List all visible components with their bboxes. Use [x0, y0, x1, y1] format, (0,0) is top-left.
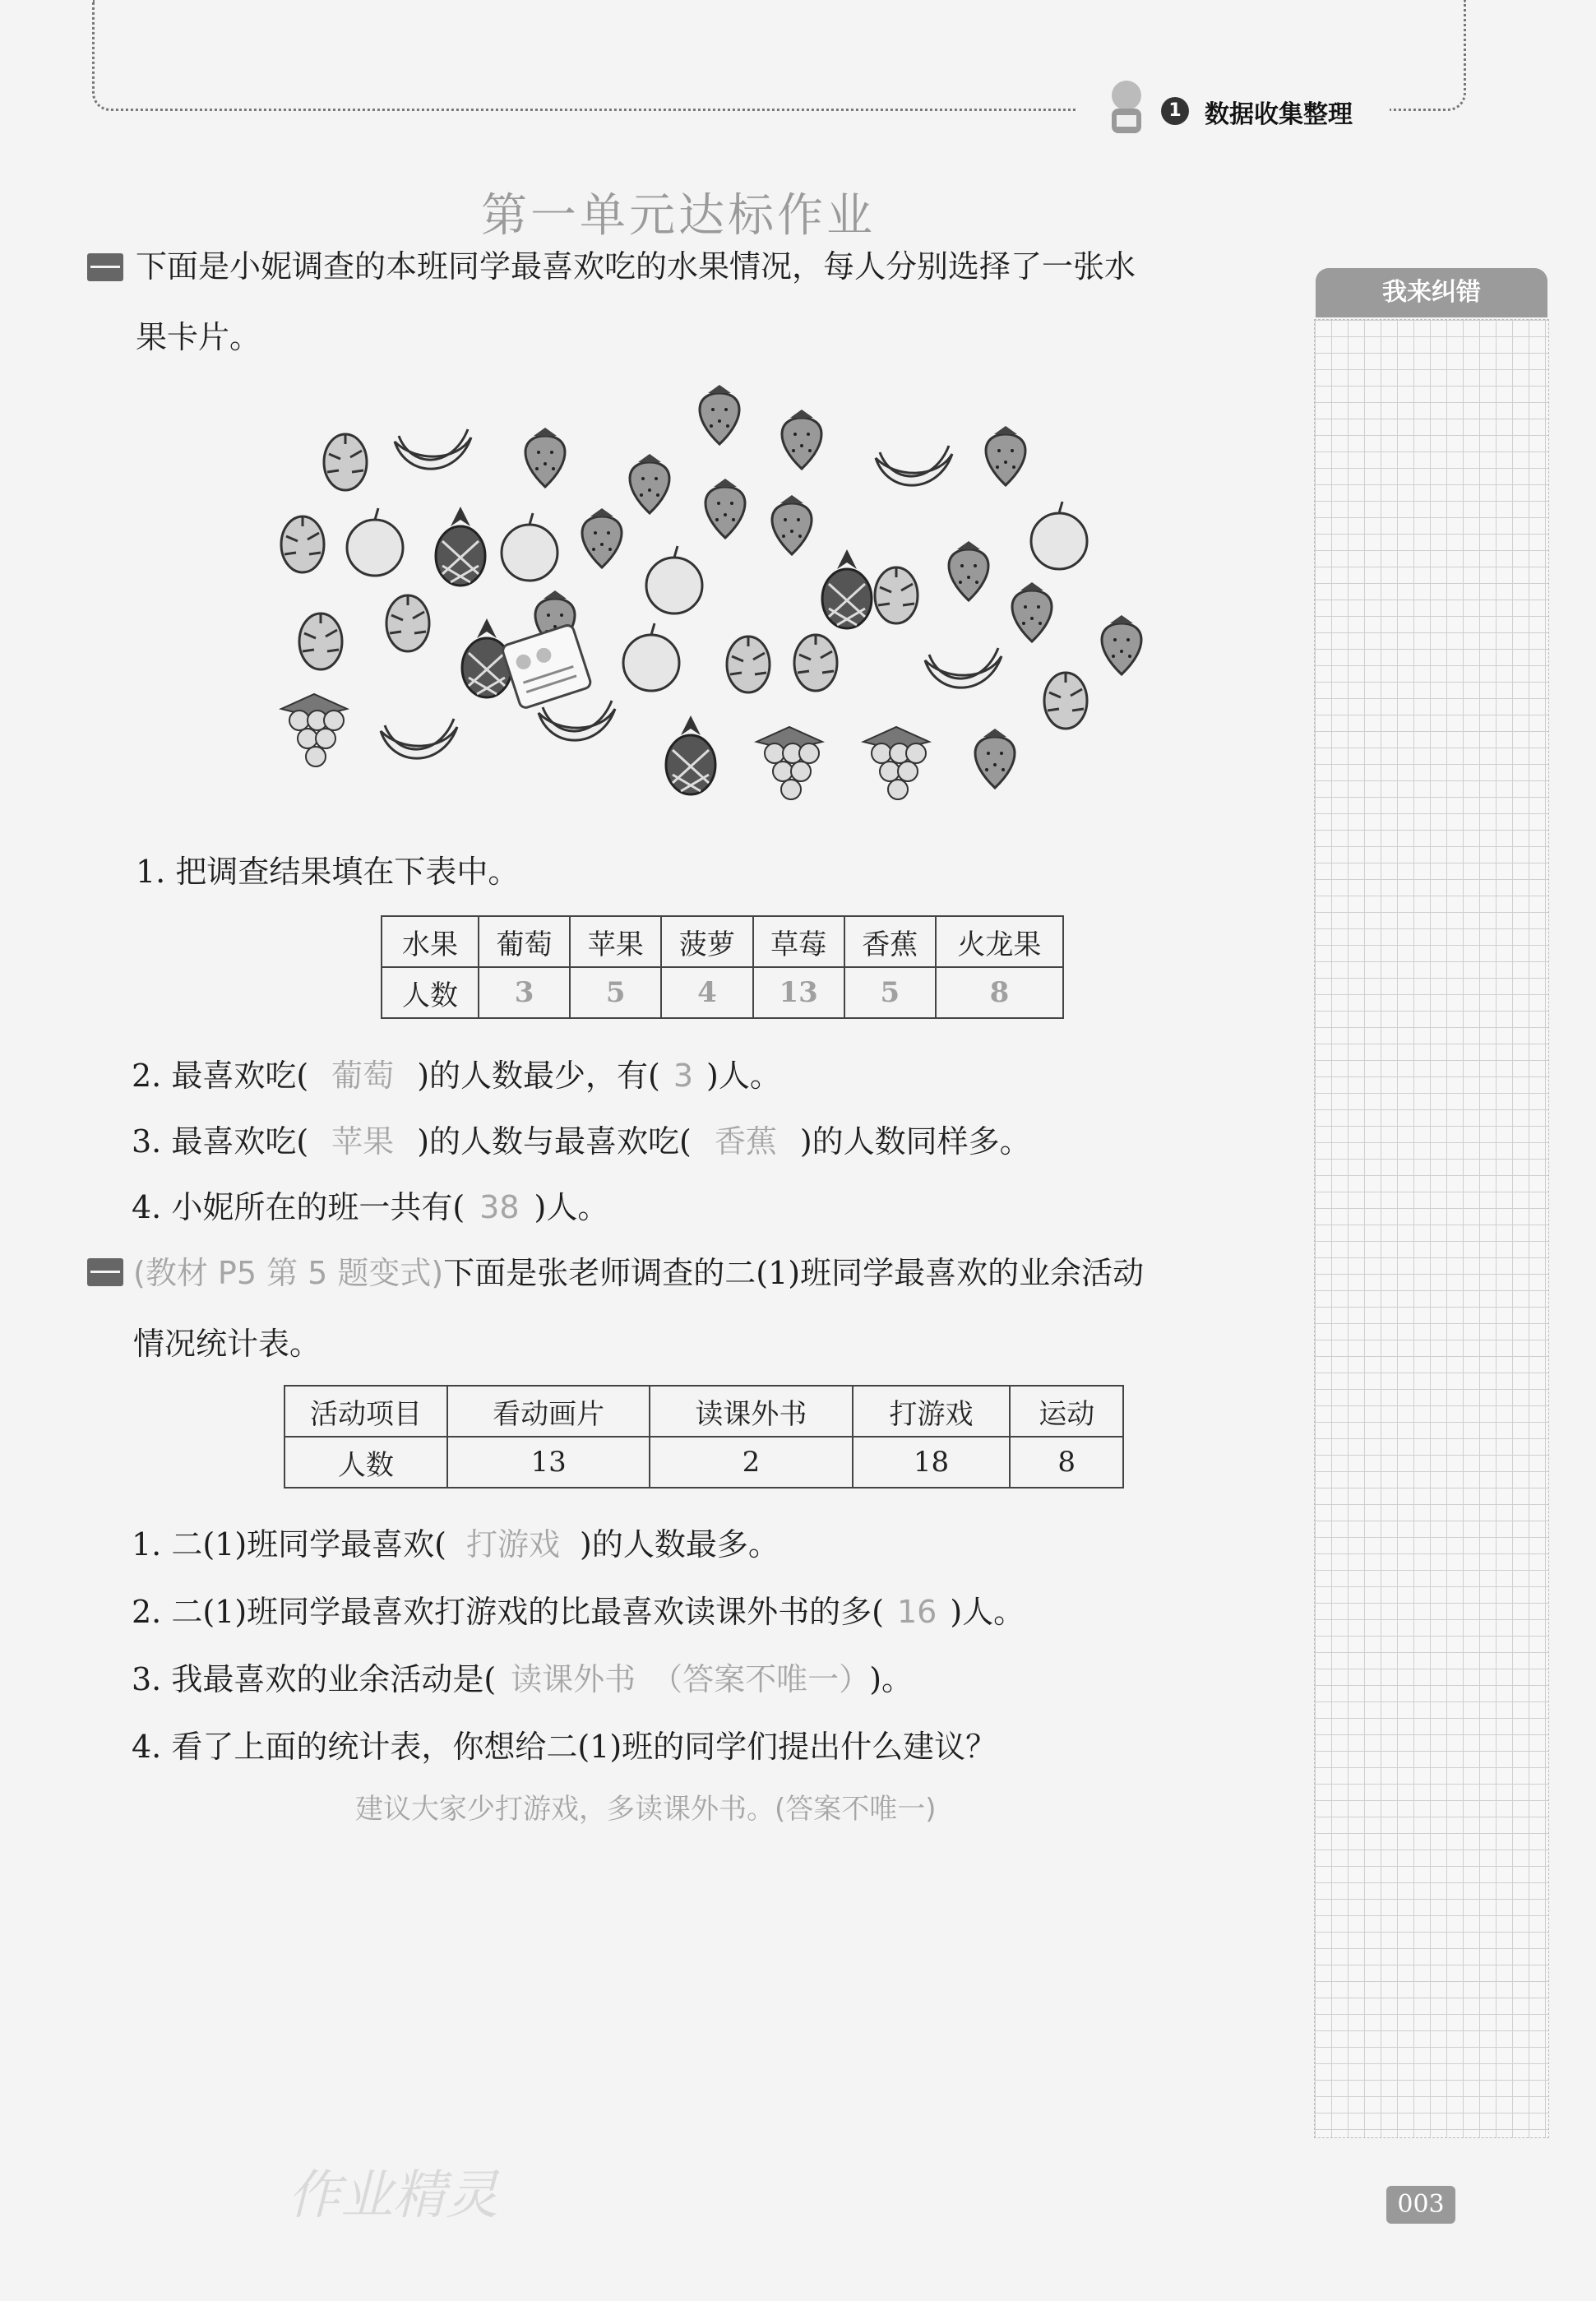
section1-intro-line1: 下面是小妮调查的本班同学最喜欢吃的水果情况，每人分别选择了一张水 — [136, 248, 1136, 285]
section2-q4: 4. 看了上面的统计表，你想给二(1)班的同学们提出什么建议？ — [132, 1729, 997, 1765]
count-grape[interactable]: 3 — [479, 967, 570, 1018]
s2-q4-answer[interactable]: 建议大家少打游戏，多读课外书。(答案不唯一) — [355, 1793, 937, 1826]
q2-answer-count[interactable]: 3 — [673, 1058, 694, 1094]
q2-answer-fruit[interactable]: 葡萄 — [331, 1058, 395, 1094]
fruit-table — [381, 915, 1064, 1019]
section2-q3: 3. 我最喜欢的业余活动是( 读课外书 （答案不唯一） )。 — [132, 1661, 914, 1697]
correction-grid[interactable] — [1314, 319, 1549, 2138]
count-cartoons: 13 — [447, 1437, 650, 1488]
activity-sports: 运动 — [1010, 1386, 1123, 1437]
watermark: 作业精灵 — [288, 2165, 498, 2226]
activity-games: 打游戏 — [853, 1386, 1011, 1437]
count-apple[interactable]: 5 — [570, 967, 661, 1018]
table-row — [285, 1386, 1123, 1437]
fruit-name-strawberry: 草莓 — [753, 916, 844, 967]
chapter-title: 数据收集整理 — [1205, 100, 1353, 129]
fruit-table-row2-label: 人数 — [382, 967, 479, 1018]
fruit-name-banana: 香蕉 — [844, 916, 936, 967]
section-two-icon — [87, 1258, 123, 1286]
table-row — [285, 1437, 1123, 1488]
fruit-name-dragonfruit: 火龙果 — [936, 916, 1063, 967]
activity-cartoons: 看动画片 — [447, 1386, 650, 1437]
activity-table — [284, 1385, 1124, 1488]
q3-answer-fruit2[interactable]: 香蕉 — [714, 1123, 777, 1160]
section1-q3: 3. 最喜欢吃( 苹果 )的人数与最喜欢吃( 香蕉 )的人数同样多。 — [132, 1123, 1031, 1160]
table-row — [382, 967, 1063, 1018]
section1-q4: 4. 小妮所在的班一共有( 38 )人。 — [132, 1189, 609, 1225]
section2-intro-line2: 情况统计表。 — [133, 1326, 322, 1362]
correction-tab: 我来纠错 — [1316, 268, 1547, 317]
table-row — [382, 916, 1063, 967]
count-sports: 8 — [1010, 1437, 1123, 1488]
fruit-name-apple: 苹果 — [570, 916, 661, 967]
fruit-cards-illustration — [263, 380, 1151, 824]
section-one-icon — [87, 253, 123, 281]
section1-intro-line2: 果卡片。 — [136, 319, 261, 355]
section2-q1: 1. 二(1)班同学最喜欢( 打游戏 )的人数最多。 — [132, 1526, 779, 1563]
count-strawberry[interactable]: 13 — [753, 967, 844, 1018]
fruit-name-pineapple: 菠萝 — [661, 916, 752, 967]
page-number: 003 — [1386, 2186, 1455, 2224]
section1-q2: 2. 最喜欢吃( 葡萄 )的人数最少，有( 3 )人。 — [132, 1058, 781, 1094]
s2-q3-answer[interactable]: 读课外书 （答案不唯一） — [511, 1661, 855, 1697]
activity-table-header-label: 活动项目 — [285, 1386, 447, 1437]
q4-answer-total[interactable]: 38 — [479, 1189, 520, 1225]
mascot-icon — [1102, 76, 1151, 138]
count-reading: 2 — [650, 1437, 852, 1488]
s2-q1-answer[interactable]: 打游戏 — [466, 1526, 561, 1563]
activity-table-row2-label: 人数 — [285, 1437, 447, 1488]
count-dragonfruit[interactable]: 8 — [936, 967, 1063, 1018]
section1-q1: 1. 把调查结果填在下表中。 — [136, 854, 520, 890]
count-banana[interactable]: 5 — [844, 967, 936, 1018]
s2-q2-answer[interactable]: 16 — [897, 1594, 937, 1630]
page-title: 第一单元达标作业 — [481, 189, 876, 243]
chapter-number: 1 — [1161, 97, 1189, 125]
count-games: 18 — [853, 1437, 1011, 1488]
count-pineapple[interactable]: 4 — [661, 967, 752, 1018]
section2-q2: 2. 二(1)班同学最喜欢打游戏的比最喜欢读课外书的多( 16 )人。 — [132, 1594, 1025, 1630]
fruit-name-grape: 葡萄 — [479, 916, 570, 967]
q3-answer-fruit1[interactable]: 苹果 — [331, 1123, 395, 1160]
section2-source: (教材 P5 第 5 题变式) — [133, 1255, 444, 1291]
fruit-table-row1-label: 水果 — [382, 916, 479, 967]
activity-reading: 读课外书 — [650, 1386, 852, 1437]
section2-intro-line1: (教材 P5 第 5 题变式)下面是张老师调查的二(1)班同学最喜欢的业余活动 — [133, 1255, 1145, 1291]
